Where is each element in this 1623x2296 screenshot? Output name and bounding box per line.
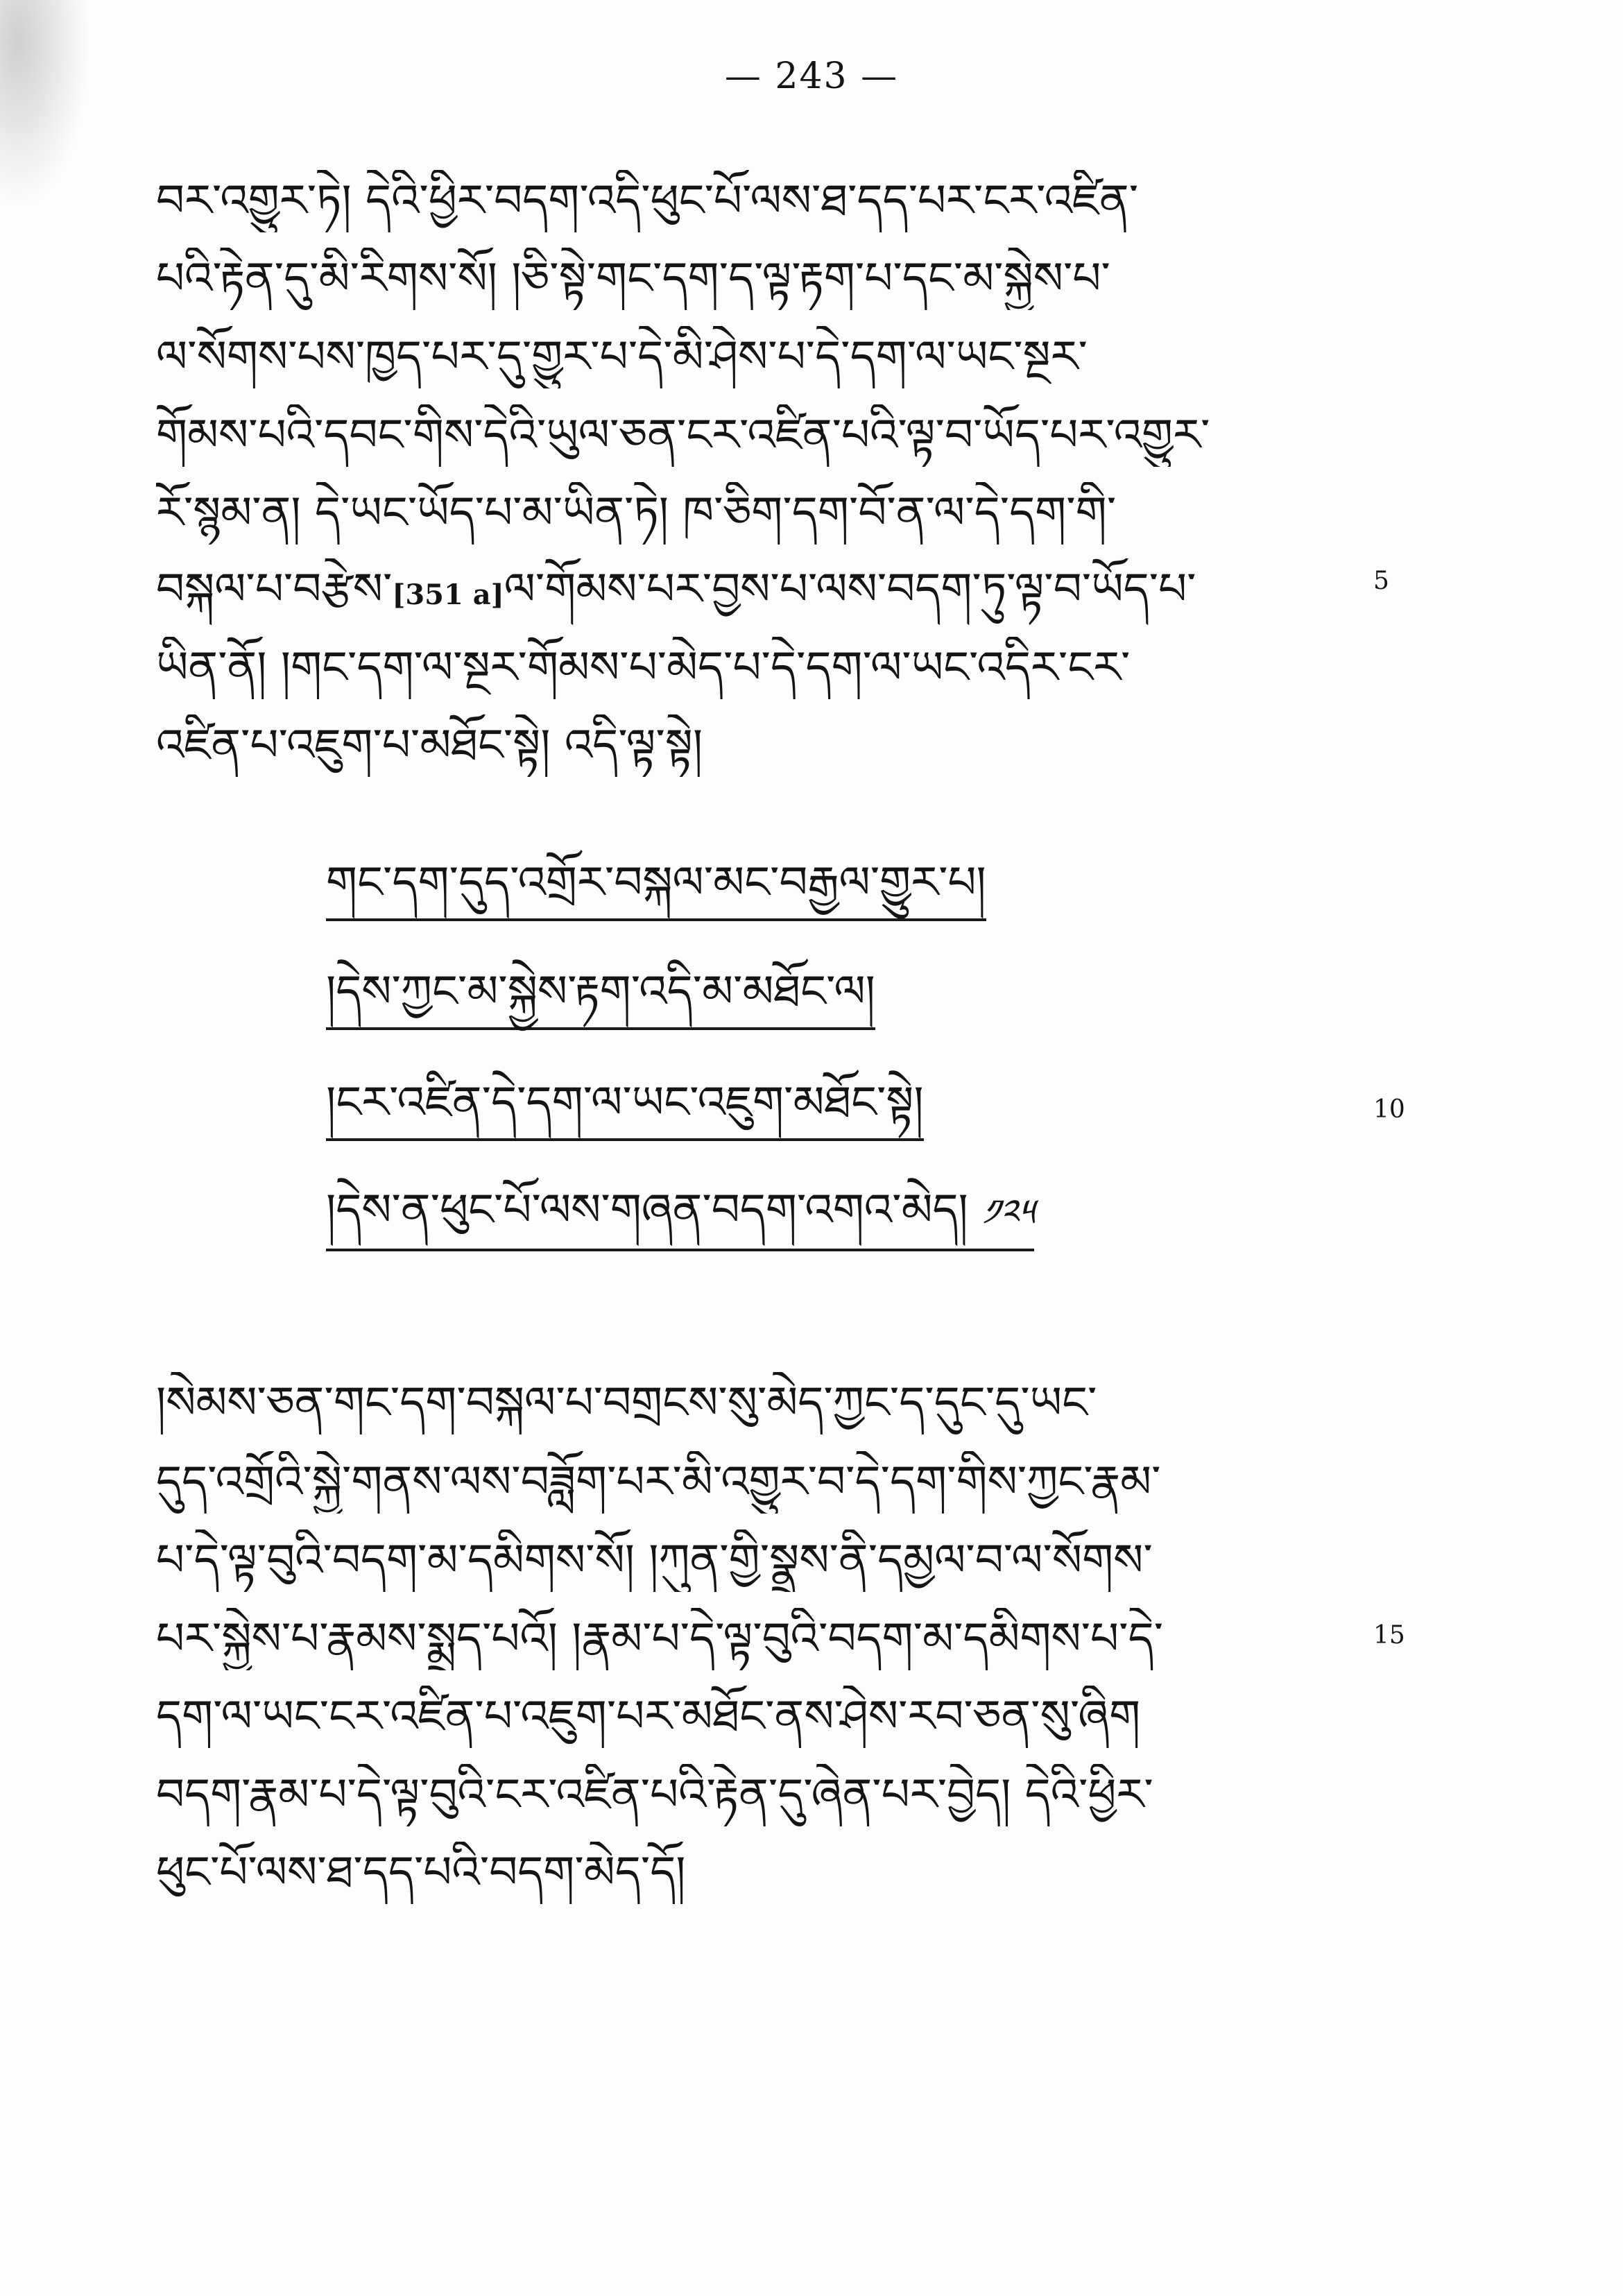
verse-text: །ངར་འཛིན་དེ་དག་ལ་ཡང་འཇུག་མཐོང་སྟེ།	[326, 1077, 924, 1129]
text-line: པའི་རྟེན་དུ་མི་རིགས་སོ། །ཅི་སྟེ་གང་དག་ད་ལྟ་རྟག་པ་དང་མ་སྐྱེས་པ་	[156, 253, 1110, 305]
verse-line	[326, 961, 875, 1030]
verse-line	[326, 1072, 924, 1141]
margin-line-number: 15	[1373, 1621, 1405, 1650]
verse-text: །དེས་ཀྱང་མ་སྐྱེས་རྟག་འདི་མ་མཐོང་ལ།	[326, 966, 875, 1018]
text-line: དུད་འགྲོའི་སྐྱེ་གནས་ལས་བཟློག་པར་མི་འགྱུར་བ་དེ་དག་གིས་ཀྱང་རྣམ་	[156, 1457, 1161, 1508]
text-line: རོ་སྙམ་ན། དེ་ཡང་ཡོད་པ་མ་ཡིན་ཏེ། ཁ་ཅིག་དག་བོ་ན་ལ་དེ་དག་གི་	[156, 488, 1117, 539]
text-line: པར་སྐྱེས་པ་རྣམས་སྨྲད་པའོ། །རྣམ་པ་དེ་ལྟ་བུའི་བདག་མ་དམིགས་པ་དེ་	[156, 1613, 1164, 1665]
text-line: བདག་རྣམ་པ་དེ་ལྟ་བུའི་ངར་འཛིན་པའི་རྟེན་དུ་ཞེན་པར་བྱེད། དེའི་ཕྱིར་	[156, 1770, 1153, 1821]
text-line: བར་འགྱུར་ཏེ། དེའི་ཕྱིར་བདག་འདི་ཕུང་པོ་ལས་ཐ་དད་པར་ངར་འཛིན་	[156, 175, 1139, 227]
page-number: — 243 —	[724, 55, 899, 97]
text-line	[156, 558, 1349, 626]
folio-marker: [351 a]	[392, 579, 504, 611]
text-line: ཡིན་ནོ། །གང་དག་ལ་སྔར་གོམས་པ་མེད་པ་དེ་དག་ལ་ཡང་འདིར་ངར་	[156, 642, 1131, 694]
scan-shadow	[0, 0, 90, 208]
verse-line	[326, 1179, 1034, 1251]
text-line: ལ་སོགས་པས་ཁྱད་པར་དུ་གྱུར་པ་དེ་མི་ཤེས་པ་དེ་དག་ལ་ཡང་སྔར་	[156, 332, 1088, 383]
verse-text: །དེས་ན་ཕུང་པོ་ལས་གཞན་བདག་འགའ་མེད།	[326, 1185, 968, 1236]
margin-line-number: 10	[1373, 1095, 1405, 1124]
text-line: ཕུང་པོ་ལས་ཐ་དད་པའི་བདག་མེད་དོ།	[156, 1847, 686, 1899]
text-line: །སེམས་ཅན་གང་དག་བསྐལ་པ་བགྲངས་སུ་མེད་ཀྱང་ད་དུང་དུ་ཡང་	[156, 1378, 1097, 1429]
text-line: པ་དེ་ལྟ་བུའི་བདག་མ་དམིགས་སོ། །ཀུན་གྱི་སྣྲས་ནི་དམྱལ་བ་ལ་སོགས་	[156, 1535, 1153, 1586]
text-segment: བསྐལ་པ་བརྩེས་	[156, 564, 393, 615]
verse-text: གང་དག་དུད་འགྲོར་བསྐལ་མང་བརྒྱལ་གྱུར་པ།	[326, 857, 986, 909]
text-line: འཛིན་པ་འཇུག་པ་མཐོང་སྟེ། འདི་ལྟ་སྟེ།	[156, 720, 703, 771]
text-segment: ལ་གོམས་པར་བྱས་པ་ལས་བདག་ཏུ་ལྟ་བ་ཡོད་པ་	[504, 564, 1196, 615]
text-line: གོམས་པའི་དབང་གིས་དེའི་ཡུལ་ཅན་ངར་འཛིན་པའི་ལྟ་བ་ཡོད་པར་འགྱུར་	[156, 410, 1210, 461]
verse-line	[326, 852, 986, 921]
text-line: དག་ལ་ཡང་ངར་འཛིན་པ་འཇུག་པར་མཐོང་ནས་ཤེས་རབ་ཅན་སུ་ཞིག	[156, 1691, 1141, 1742]
margin-line-number: 5	[1373, 567, 1389, 595]
verse-number: ༡༢༥	[981, 1192, 1035, 1234]
